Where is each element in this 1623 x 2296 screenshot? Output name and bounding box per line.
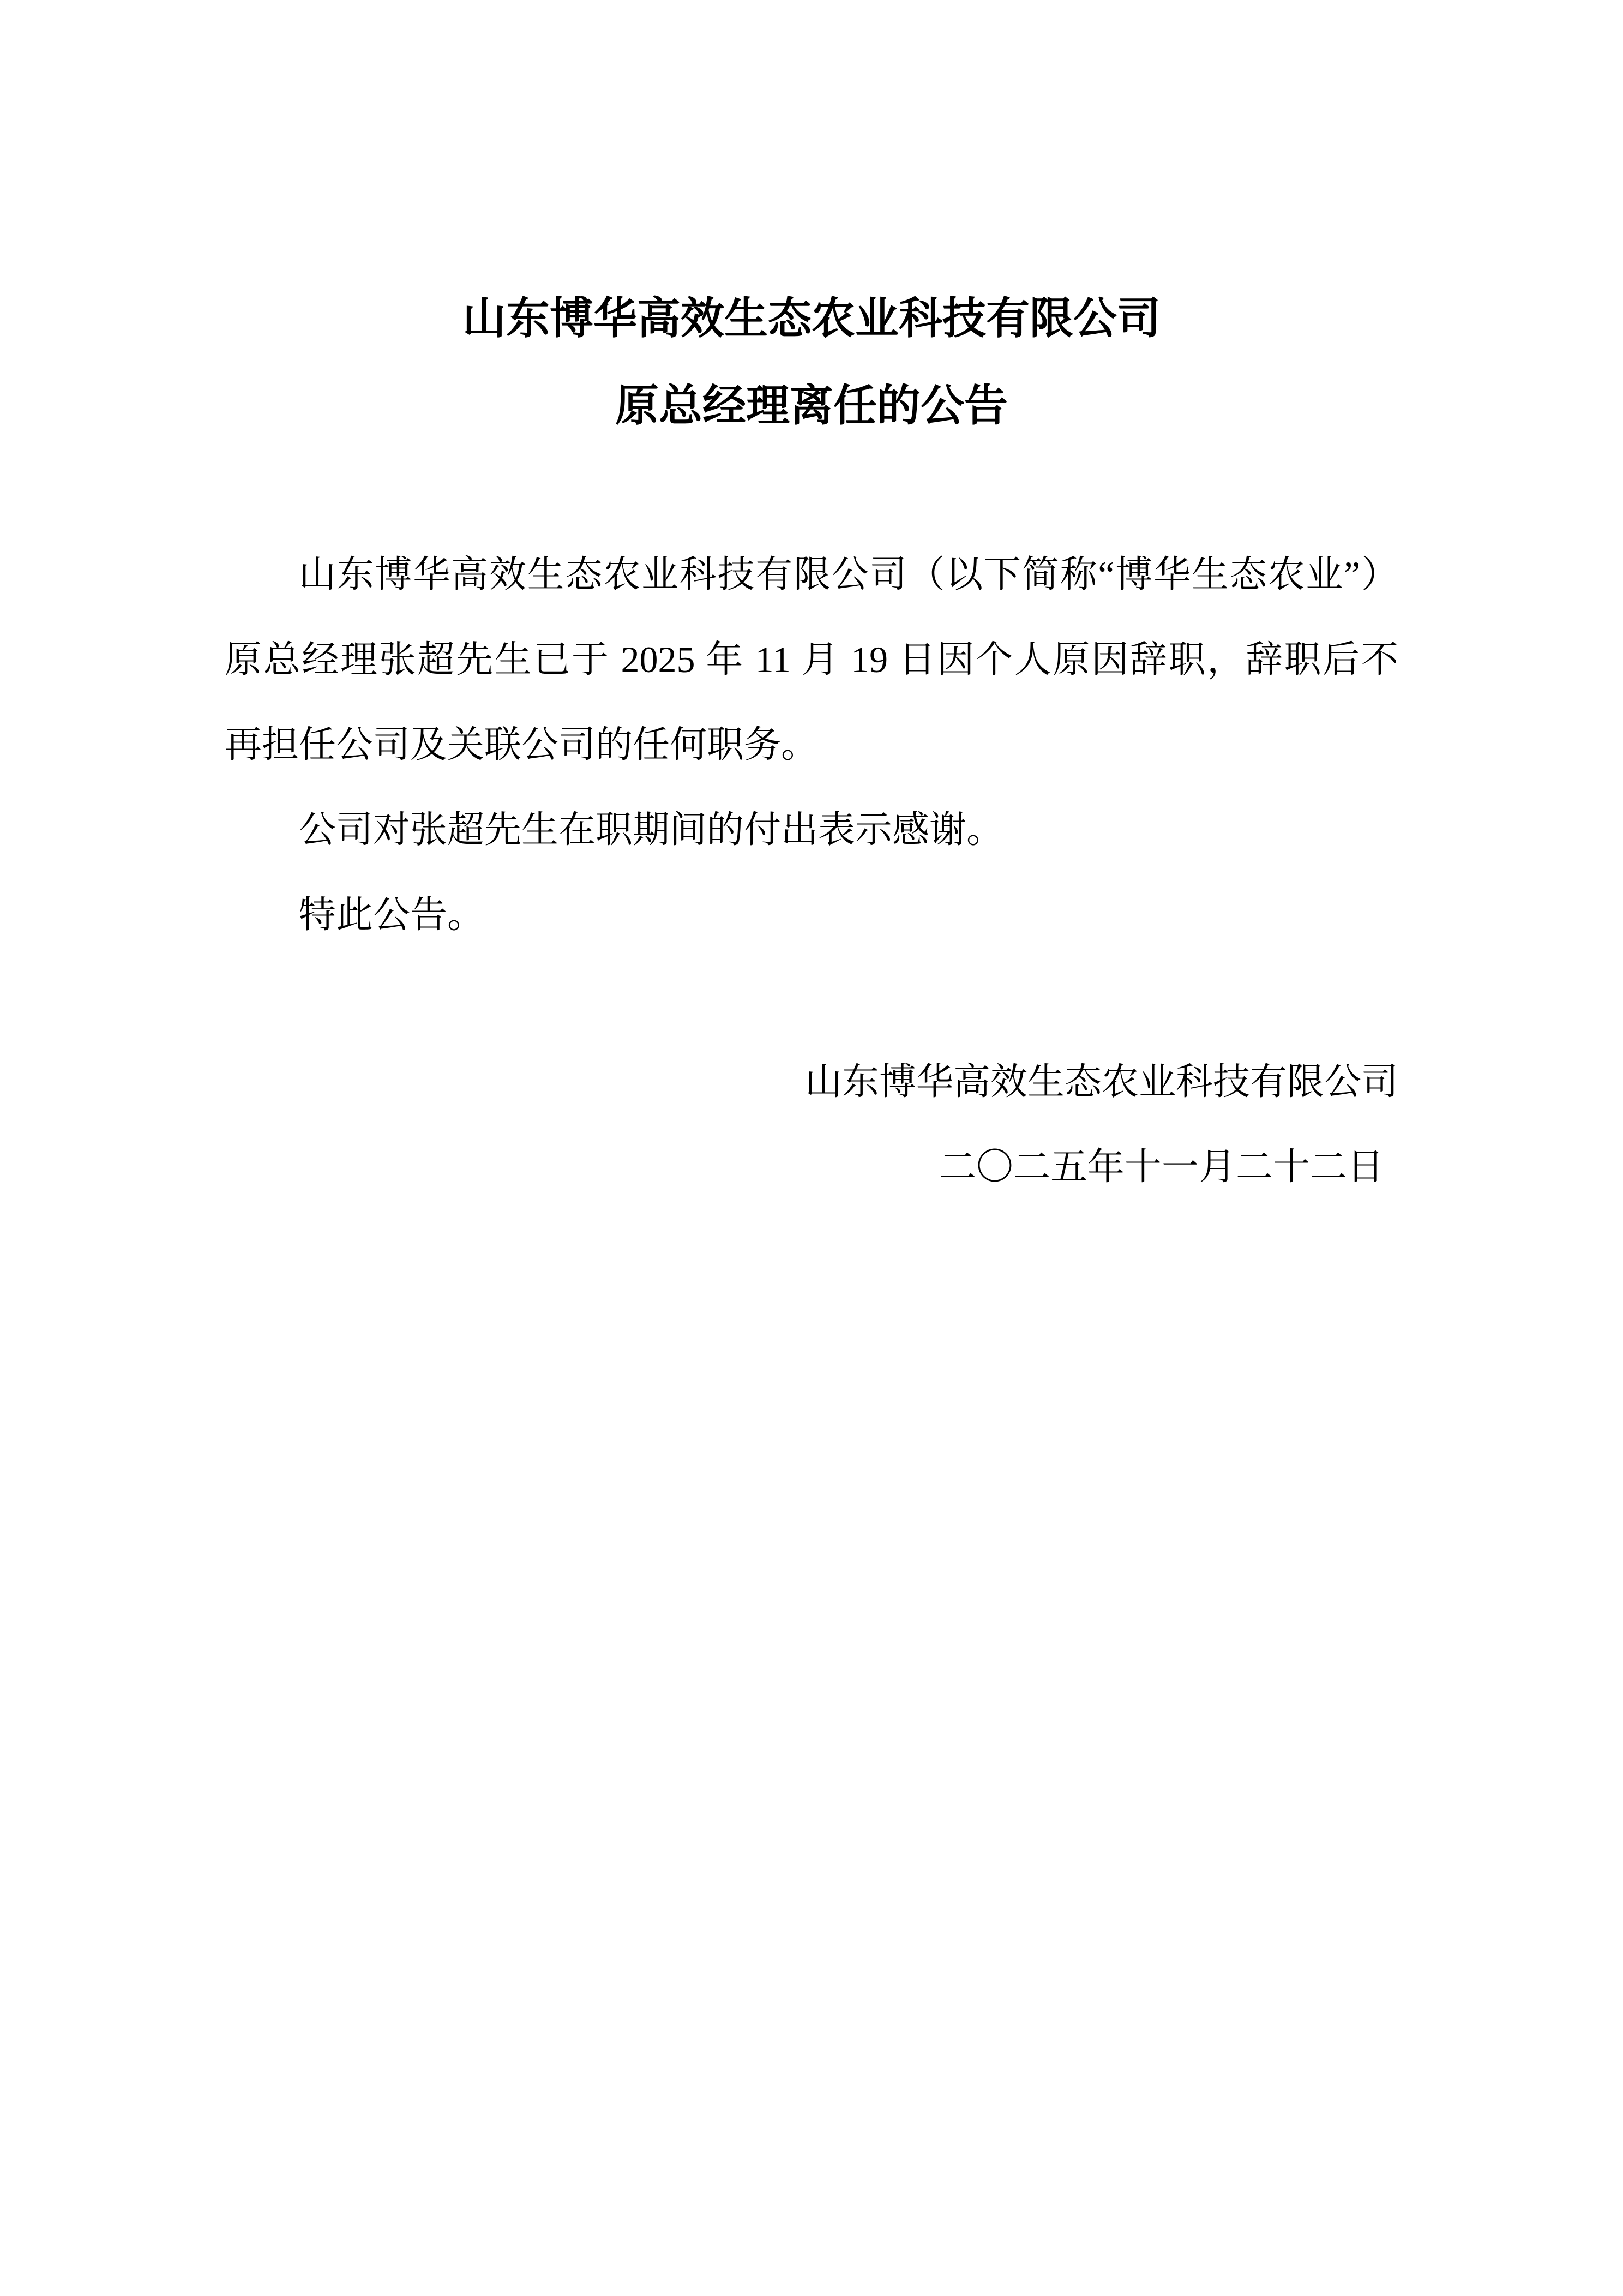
signature-company-name: 山东博华高效生态农业科技有限公司 [804, 1061, 1398, 1102]
document-title-subject-line: 原总经理离任的公告 [615, 382, 1008, 430]
paragraph-1-line-2: 原总经理张超先生已于 2025 年 11 月 19 日因个人原因辞职，辞职后不 [225, 639, 1398, 680]
signature-block [225, 1039, 1398, 1209]
signature-date: 二〇二五年十一月二十二日 [939, 1146, 1384, 1188]
paragraph-3-closing: 特此公告。 [299, 894, 485, 936]
document-title-company-line: 山东博华高效生态农业科技有限公司 [462, 295, 1161, 343]
paragraph-1-line-3: 再担任公司及关联公司的任何职务。 [225, 724, 819, 765]
paragraph-1-line-1: 山东博华高效生态农业科技有限公司（以下简称“博华生态农业”） [299, 554, 1398, 595]
paragraph-2-thanks: 公司对张超先生在职期间的付出表示感谢。 [299, 809, 1004, 850]
